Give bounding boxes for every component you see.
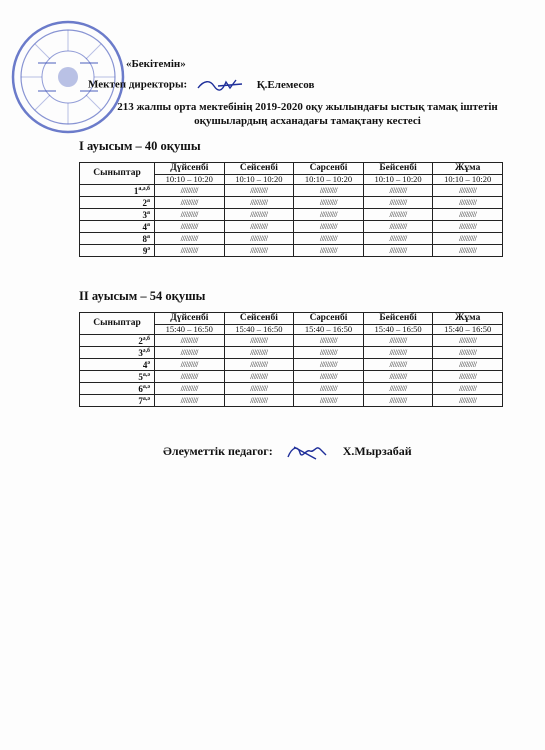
table-row (80, 233, 503, 245)
class-cell (80, 395, 155, 407)
schedule-mark-cell: ////////// (155, 197, 225, 209)
shift2-title: ІІ ауысым – 54 оқушы (79, 289, 206, 303)
day-header: Дүйсенбі (155, 163, 225, 175)
schedule-mark-cell: ////////// (294, 383, 364, 395)
class-cell (80, 209, 155, 221)
class-cell (80, 221, 155, 233)
schedule-mark-cell: ////////// (155, 347, 225, 359)
schedule-mark-cell: ////////// (433, 359, 503, 371)
schedule-mark-cell: ////////// (224, 335, 294, 347)
schedule-mark-cell: ////////// (155, 359, 225, 371)
table-row (80, 209, 503, 221)
schedule-mark-cell: ////////// (433, 209, 503, 221)
schedule-mark-cell: ////////// (433, 383, 503, 395)
schedule-mark-cell: ////////// (224, 395, 294, 407)
schedule-mark-cell: ////////// (363, 185, 433, 197)
schedule-mark-cell: ////////// (294, 371, 364, 383)
schedule-mark-cell: ////////// (433, 233, 503, 245)
day-header: Сәрсенбі (294, 163, 364, 175)
classes-header: Сыныптар (80, 163, 155, 185)
pedagogue-name: Х.Мырзабай (342, 443, 412, 458)
class-letters: ә,б (142, 336, 150, 342)
class-number: 3 (142, 210, 147, 220)
schedule-mark-cell: ////////// (155, 221, 225, 233)
director-label: Мектеп директоры: (88, 78, 188, 91)
time-cell: 10:10 – 10:20 (363, 175, 433, 185)
schedule-mark-cell: ////////// (155, 209, 225, 221)
day-header: Бейсенбі (363, 163, 433, 175)
class-letters: а (147, 222, 150, 228)
schedule-mark-cell: ////////// (155, 233, 225, 245)
schedule-mark-cell: ////////// (224, 209, 294, 221)
class-cell (80, 383, 155, 395)
schedule-mark-cell: ////////// (363, 221, 433, 233)
table-row (80, 395, 503, 407)
time-cell: 10:10 – 10:20 (155, 175, 225, 185)
social-pedagogue-label: Әлеуметтік педагог: (163, 443, 273, 458)
approval-label: «Бекітемін» (126, 58, 186, 70)
schedule-mark-cell: ////////// (433, 185, 503, 197)
class-cell (80, 335, 155, 347)
time-cell: 15:40 – 16:50 (294, 325, 364, 335)
class-number: 7 (138, 396, 143, 406)
director-name: Қ.Елемесов (256, 78, 315, 91)
time-cell: 10:10 – 10:20 (294, 175, 364, 185)
schedule-mark-cell: ////////// (294, 347, 364, 359)
schedule-mark-cell: ////////// (433, 197, 503, 209)
table-row (80, 359, 503, 371)
time-cell: 15:40 – 16:50 (155, 325, 225, 335)
title-line-1: 213 жалпы орта мектебінің 2019-2020 оқу жылындағы ыстық тамақ іштетін (117, 101, 498, 113)
title-line-2: оқушылардың асханадағы тамақтану кестесі (194, 115, 421, 127)
schedule-mark-cell: ////////// (433, 347, 503, 359)
class-letters: ә,б (142, 348, 150, 354)
director-line (88, 76, 314, 94)
time-cell: 15:40 – 16:50 (224, 325, 294, 335)
schedule-mark-cell: ////////// (433, 245, 503, 257)
class-letters: а,ә (142, 384, 150, 390)
schedule-mark-cell: ////////// (155, 395, 225, 407)
table-row (80, 347, 503, 359)
class-letters: ә (147, 246, 150, 252)
schedule-mark-cell: ////////// (224, 245, 294, 257)
schedule-mark-cell: ////////// (363, 197, 433, 209)
table-row (80, 185, 503, 197)
table-row (80, 245, 503, 257)
class-number: 1 (133, 186, 139, 196)
schedule-mark-cell: ////////// (363, 335, 433, 347)
schedule-mark-cell: ////////// (224, 383, 294, 395)
schedule-mark-cell: ////////// (294, 185, 364, 197)
schedule-mark-cell: ////////// (363, 359, 433, 371)
class-letters: ә (147, 360, 150, 366)
schedule-mark-cell: ////////// (294, 335, 364, 347)
class-cell (80, 359, 155, 371)
pedagogue-signature (286, 441, 330, 463)
schedule-mark-cell: ////////// (155, 335, 225, 347)
schedule-mark-cell: ////////// (294, 245, 364, 257)
schedule-mark-cell: ////////// (363, 383, 433, 395)
schedule-mark-cell: ////////// (363, 371, 433, 383)
class-number: 2 (142, 198, 147, 208)
shift1-title: І ауысым – 40 оқушы (79, 139, 201, 153)
table-row (80, 371, 503, 383)
classes-header: Сыныптар (80, 313, 155, 335)
schedule-mark-cell: ////////// (363, 245, 433, 257)
time-cell: 15:40 – 16:50 (363, 325, 433, 335)
director-signature (196, 76, 244, 94)
day-header: Жұма (433, 163, 503, 175)
class-letters: а (147, 234, 150, 240)
class-number: 8 (142, 234, 147, 244)
footer-signoff (163, 441, 412, 463)
day-header: Сейсенбі (224, 313, 294, 325)
class-number: 2 (138, 336, 143, 346)
day-header: Сейсенбі (224, 163, 294, 175)
schedule-mark-cell: ////////// (224, 233, 294, 245)
schedule-mark-cell: ////////// (363, 233, 433, 245)
class-cell (80, 347, 155, 359)
class-cell (80, 233, 155, 245)
time-cell: 10:10 – 10:20 (224, 175, 294, 185)
schedule-mark-cell: ////////// (294, 395, 364, 407)
class-letters: а (147, 198, 150, 204)
schedule-mark-cell: ////////// (294, 359, 364, 371)
schedule-mark-cell: ////////// (224, 185, 294, 197)
class-number: 4 (142, 360, 148, 370)
class-letters: а (147, 210, 150, 216)
schedule-mark-cell: ////////// (294, 197, 364, 209)
table-row (80, 335, 503, 347)
day-header: Бейсенбі (363, 313, 433, 325)
table-row (80, 197, 503, 209)
schedule-mark-cell: ////////// (224, 221, 294, 233)
class-cell (80, 185, 155, 197)
schedule-mark-cell: ////////// (224, 347, 294, 359)
class-letters: а,ә,б (138, 186, 150, 192)
schedule-mark-cell: ////////// (224, 197, 294, 209)
shift1-schedule-table (79, 162, 503, 257)
class-number: 6 (138, 384, 143, 394)
time-cell: 15:40 – 16:50 (433, 325, 503, 335)
class-letters: а,ә (142, 372, 150, 378)
class-number: 4 (142, 222, 147, 232)
schedule-mark-cell: ////////// (155, 371, 225, 383)
class-cell (80, 245, 155, 257)
table-row (80, 383, 503, 395)
schedule-mark-cell: ////////// (155, 245, 225, 257)
schedule-mark-cell: ////////// (294, 209, 364, 221)
table-row (80, 221, 503, 233)
class-cell (80, 371, 155, 383)
day-header: Сәрсенбі (294, 313, 364, 325)
schedule-mark-cell: ////////// (155, 383, 225, 395)
day-header: Дүйсенбі (155, 313, 225, 325)
class-number: 3 (138, 348, 143, 358)
schedule-mark-cell: ////////// (294, 233, 364, 245)
schedule-mark-cell: ////////// (294, 221, 364, 233)
document-title (0, 100, 545, 128)
day-header: Жұма (433, 313, 503, 325)
schedule-mark-cell: ////////// (433, 371, 503, 383)
schedule-mark-cell: ////////// (363, 395, 433, 407)
class-number: 5 (138, 372, 143, 382)
schedule-mark-cell: ////////// (224, 359, 294, 371)
schedule-mark-cell: ////////// (433, 221, 503, 233)
schedule-mark-cell: ////////// (363, 347, 433, 359)
schedule-mark-cell: ////////// (155, 185, 225, 197)
class-letters: а,ә (142, 396, 150, 402)
schedule-mark-cell: ////////// (363, 209, 433, 221)
class-number: 9 (142, 246, 148, 256)
schedule-mark-cell: ////////// (433, 395, 503, 407)
shift2-schedule-table (79, 312, 503, 407)
time-cell: 10:10 – 10:20 (433, 175, 503, 185)
schedule-mark-cell: ////////// (224, 371, 294, 383)
class-cell (80, 197, 155, 209)
schedule-mark-cell: ////////// (433, 335, 503, 347)
